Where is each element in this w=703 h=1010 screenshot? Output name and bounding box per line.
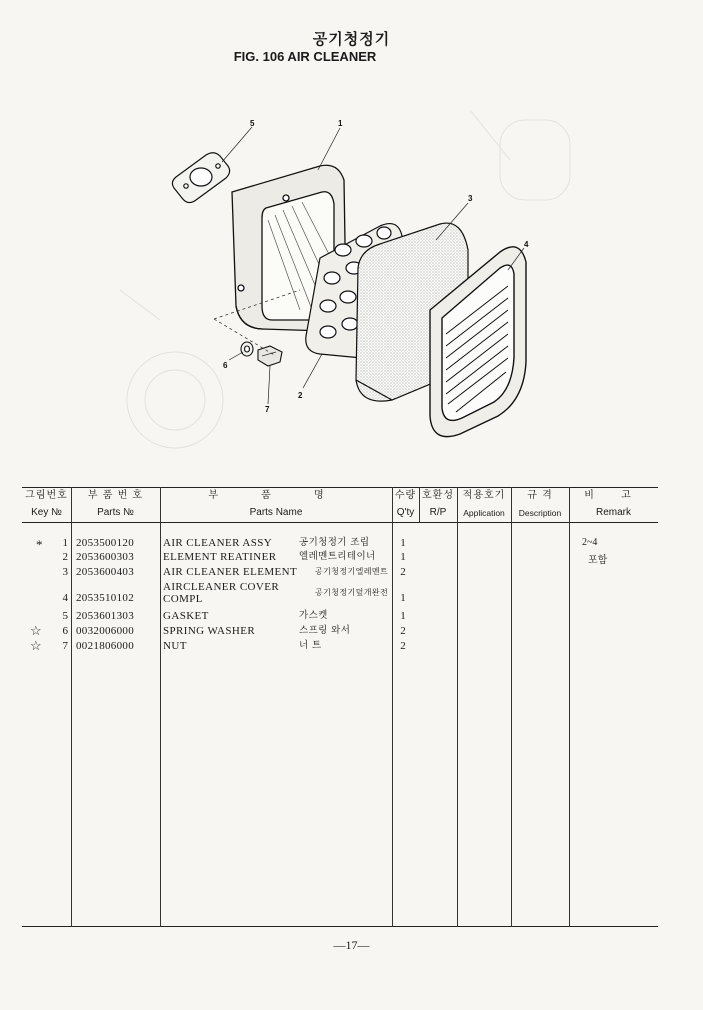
row-name-ko: 공기청정기 조립	[299, 537, 370, 548]
col-divider	[569, 487, 570, 927]
row-part-no: 2053500120	[76, 537, 134, 549]
row-name	[163, 625, 391, 637]
row-part-no: 0021806000	[76, 640, 134, 652]
row-name-en: GASKET	[163, 610, 209, 622]
header-application: 적용호기 Application	[462, 490, 506, 518]
header-description: 규 격 Description	[518, 490, 562, 518]
row-qty: 1	[400, 537, 406, 549]
row-name-en: AIR CLEANER ASSY	[163, 537, 273, 549]
row-name-ko: 공기청정기엘레멘트	[315, 567, 389, 576]
page-title-korean: 공기청정기	[312, 30, 391, 48]
row-key: 6	[62, 625, 68, 637]
row-qty: 1	[400, 610, 406, 622]
callout-3: 3	[468, 194, 473, 203]
row-part-no: 2053600403	[76, 566, 134, 578]
row-key: 7	[62, 640, 68, 652]
row-name-ko: 가스켓	[299, 610, 328, 621]
row-part-no: 2053601303	[76, 610, 134, 622]
part-7-nut	[258, 346, 282, 366]
header-qty: 수량 Q'ty	[394, 490, 417, 518]
row-name-ko: 엘레멘트리테이너	[299, 551, 376, 562]
row-part-no: 0032006000	[76, 625, 134, 637]
table-bottom-border	[22, 926, 658, 927]
row-name	[163, 640, 391, 652]
row-qty: 1	[400, 551, 406, 563]
star-icon: ☆	[30, 638, 42, 653]
col-divider	[457, 487, 458, 927]
callout-7: 7	[265, 405, 270, 414]
row-name-en: ELEMENT REATINER	[163, 551, 277, 563]
row-name-en: SPRING WASHER	[163, 625, 256, 637]
row-key: 1	[62, 537, 68, 549]
exploded-parts-diagram	[0, 100, 703, 460]
header-key: 그림번호 Key №	[25, 490, 68, 518]
col-divider	[511, 487, 512, 927]
row-name-en: AIR CLEANER ELEMENT	[163, 566, 298, 578]
row-name-ko: 공기청정기덮개완전	[315, 588, 389, 597]
row-qty: 2	[400, 566, 406, 578]
header-remark: 비 고 Remark	[584, 490, 643, 518]
row-qty: 1	[400, 592, 406, 604]
part-5-gasket	[172, 153, 229, 203]
row-qty: 2	[400, 640, 406, 652]
row-qty: 2	[400, 625, 406, 637]
row-name-ko: 너 트	[299, 640, 322, 651]
row-key: 5	[62, 610, 68, 622]
row-name	[163, 566, 391, 578]
row-name	[163, 551, 391, 563]
col-divider	[392, 487, 393, 927]
row-name-en-line2: COMPL	[163, 593, 203, 605]
row-name	[163, 581, 391, 605]
row-part-no: 2053600303	[76, 551, 134, 563]
header-rp: 호환성 R/P	[422, 490, 454, 518]
callout-1: 1	[338, 119, 343, 128]
row-key: 3	[62, 566, 68, 578]
row-mark: *	[36, 537, 43, 552]
row-name	[163, 610, 391, 622]
callout-2: 2	[298, 391, 303, 400]
callout-5: 5	[250, 119, 255, 128]
star-icon: ☆	[30, 623, 42, 638]
table-header-border	[22, 522, 658, 523]
header-parts-name: 부 품 명 Parts Name	[208, 490, 344, 518]
row-name-en: AIRCLEANER COVER	[163, 581, 280, 593]
header-parts-no: 부 품 번 호 Parts №	[87, 490, 144, 518]
row-name-ko: 스프링 와서	[299, 625, 351, 636]
row-part-no: 2053510102	[76, 592, 134, 604]
page-title-english: FIG. 106 AIR CLEANER	[233, 49, 377, 64]
row-key: 4	[62, 592, 68, 604]
row-name	[163, 537, 391, 549]
row-name-en: NUT	[163, 640, 187, 652]
page-number: —17—	[333, 938, 370, 952]
parts-table	[22, 487, 658, 927]
col-divider	[71, 487, 72, 927]
row-remark: 2~4	[582, 537, 598, 548]
row-key: 2	[62, 551, 68, 563]
col-divider	[160, 487, 161, 927]
part-6-spring-washer	[241, 342, 253, 356]
callout-4: 4	[524, 240, 529, 249]
callout-6: 6	[223, 361, 228, 370]
row-remark: 포함	[588, 555, 608, 566]
